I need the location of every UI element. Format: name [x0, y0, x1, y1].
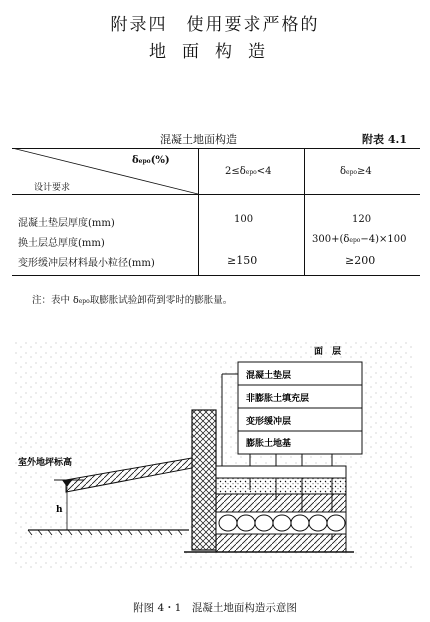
table-note: 注：表中 δepo取膨胀试验卸荷到零时的膨胀量。	[32, 295, 233, 306]
buffer-layer	[216, 512, 346, 534]
legend-layer-buffer: 变形缓冲层	[246, 417, 292, 427]
table-col-divider-2	[304, 148, 305, 276]
height-label: h	[56, 505, 63, 515]
wall	[192, 410, 216, 550]
row-label-replacement-thickness: 换土层总厚度(mm)	[18, 238, 105, 249]
row-buffer-col1: ≥150	[227, 254, 258, 267]
table-col-divider-1	[198, 148, 199, 276]
floor-construction-diagram	[14, 340, 414, 570]
row-label-cushion-thickness: 混凝土垫层厚度(mm)	[18, 218, 115, 229]
corner-bottom-label: 设计要求	[34, 183, 71, 193]
table-header-rule	[12, 194, 420, 195]
concrete-cushion-layer	[216, 478, 346, 494]
appendix-title: 附录四 使用要求严格的	[110, 15, 320, 35]
row-buffer-col2: ≥200	[345, 254, 376, 267]
row-cushion-col1: 100	[234, 214, 254, 225]
corner-top-label: δepo(%)	[132, 155, 170, 166]
outdoor-level-label: 室外地坪标高	[18, 458, 73, 468]
col2-header: δepo≥4	[340, 166, 372, 177]
legend-title: 面 层	[314, 347, 342, 357]
col1-header: 2≤δepo<4	[225, 166, 272, 177]
row-cushion-col2: 120	[352, 214, 372, 225]
fill-layer	[216, 494, 346, 512]
row-label-buffer-grain-size: 变形缓冲层材料最小粒径(mm)	[18, 258, 155, 269]
foundation-layer	[216, 534, 346, 552]
floor-surface-layer	[216, 466, 346, 478]
legend-layer-foundation: 膨胀土地基	[246, 439, 292, 449]
table-bottom-rule	[12, 275, 420, 276]
table-caption: 混凝土地面构造	[160, 133, 237, 146]
legend-layer-fill: 非膨胀土填充层	[246, 394, 310, 404]
appendix-subtitle: 地面构造	[149, 42, 281, 62]
construction-table	[12, 148, 420, 276]
table-number: 附表 4.1	[362, 133, 407, 146]
row-replacement-col2: 300+(δepo−4)×100	[312, 234, 407, 245]
legend-layer-concrete: 混凝土垫层	[246, 371, 292, 381]
figure-caption: 附图 4・1 混凝土地面构造示意图	[133, 602, 297, 614]
